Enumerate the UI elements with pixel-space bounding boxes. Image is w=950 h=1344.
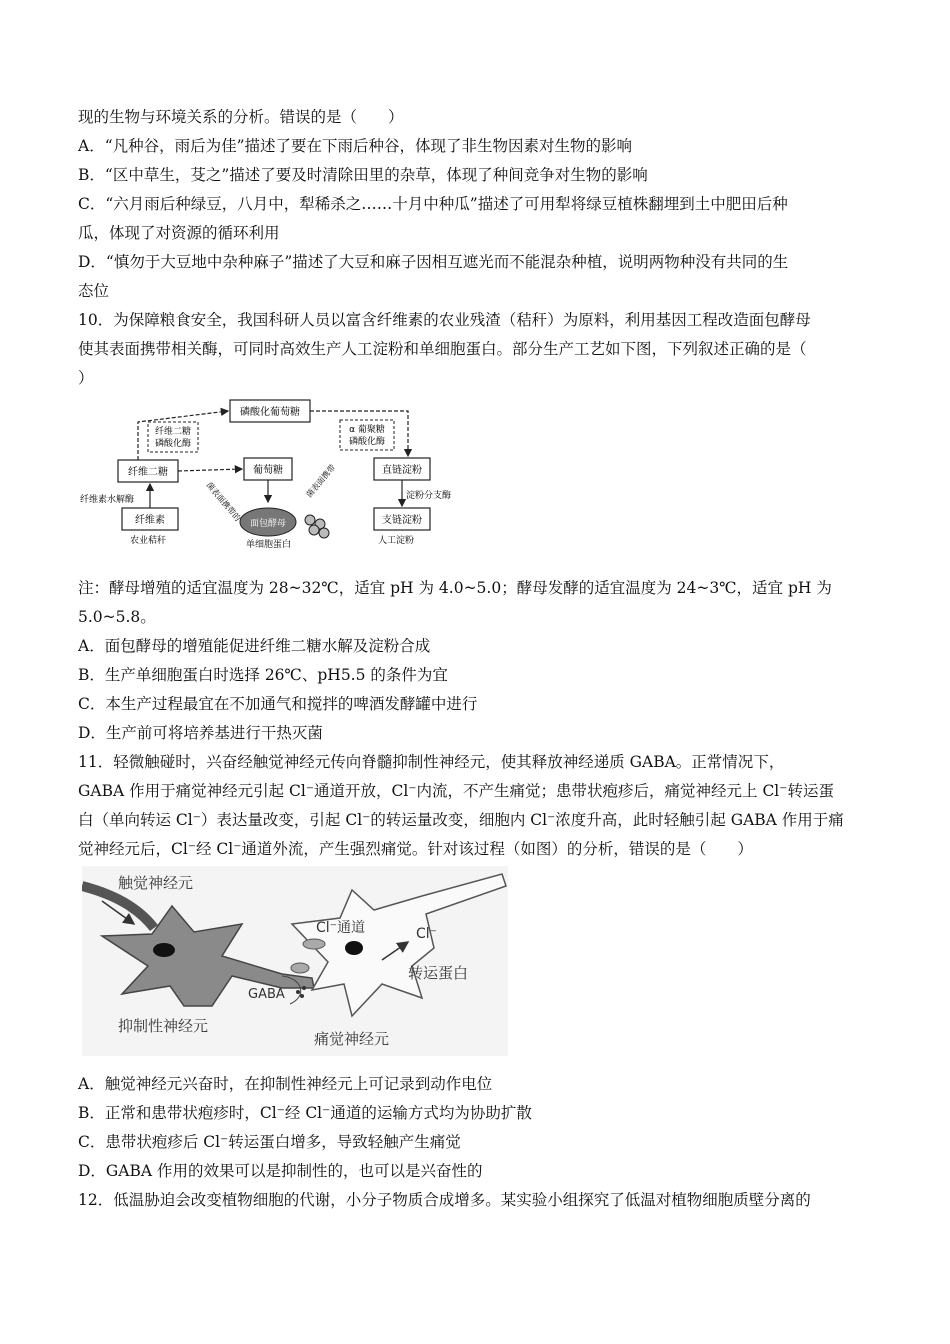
box-phospho-glucose (230, 400, 310, 422)
svg-text:磷酸化酶: 磷酸化酶 (154, 439, 192, 449)
q11-neuron-diagram (82, 866, 508, 1056)
q10-stem-3: ） (78, 369, 94, 387)
q9-option-c: C．“六月雨后种绿豆，八月中，犁稀杀之……十月中种瓜”描述了可用犁将绿豆植株翻埋到土中肥田后种 (78, 195, 788, 213)
q10-option-d: D．生产前可将培养基进行干热灭菌 (78, 724, 323, 742)
svg-text:面包酵母: 面包酵母 (249, 519, 287, 529)
q9-tail: 现的生物与环境关系的分析。错误的是（ ） (78, 108, 404, 126)
svg-text:纤维素: 纤维素 (135, 515, 165, 526)
q9-option-c-cont: 瓜，体现了对资源的循环利用 (78, 224, 280, 242)
enzyme-glucan-phosphorylase (340, 420, 394, 450)
label-gaba: GABA (248, 987, 285, 1002)
svg-text:磷酸化酶: 磷酸化酶 (348, 437, 386, 447)
label-scp: 单细胞蛋白 (246, 540, 292, 550)
label-transporter: 转运蛋白 (408, 964, 469, 982)
q11-stem-3: 白（单向转运 Cl⁻）表达量改变，引起 Cl⁻的转运量改变，细胞内 Cl⁻浓度升高，此时轻触引起 GABA 作用于痛 (78, 811, 844, 829)
label-straw: 农业秸秆 (130, 536, 167, 546)
q11-stem-4: 觉神经元后，Cl⁻经 Cl⁻通道外流，产生强烈痛觉。针对该过程（如图）的分析，错误的是（ ） (78, 840, 753, 858)
label-inhibitory-neuron: 抑制性神经元 (118, 1017, 209, 1035)
label-pain-neuron: 痛觉神经元 (314, 1030, 390, 1048)
label-cl-channel: Cl⁻通道 (316, 920, 366, 936)
svg-text:磷酸化葡萄糖: 磷酸化葡萄糖 (240, 407, 300, 418)
q10-note-1: 注：酵母增殖的适宜温度为 28~32℃，适宜 pH 为 4.0~5.0；酵母发酵的适宜温度为 24~3℃，适宜 pH 为 (78, 579, 832, 597)
q9-option-d: D．“慎勿于大豆地中杂种麻子”描述了大豆和麻子因相互遮光而不能混杂种植，说明两物种没有共同的生 (78, 253, 789, 271)
label-carry-2: 菌表面携带 (304, 462, 338, 500)
q11-stem-2: GABA 作用于痛觉神经元引起 Cl⁻通道开放，Cl⁻内流，不产生痛觉；患带状疱疹后，痛觉神经元上 Cl⁻转运蛋 (78, 782, 834, 800)
box-amylose (374, 458, 430, 480)
q10-stem-2: 使其表面携带相关酶，可同时高效生产人工淀粉和单细胞蛋白。部分生产工艺如下图，下列叙述正确的是（ (78, 340, 807, 358)
svg-text:纤维二糖: 纤维二糖 (154, 427, 192, 437)
box-amylopectin (374, 508, 430, 530)
box-cellulose (122, 508, 178, 530)
q9-option-b: B．“区中草生，芟之”描述了要及时清除田里的杂草，体现了种间竞争对生物的影响 (78, 166, 648, 184)
enzyme-cellobiose-phosphorylase (148, 422, 198, 452)
q10-option-b: B．生产单细胞蛋白时选择 26℃、pH5.5 的条件为宜 (78, 666, 448, 684)
q9-option-a: A．“凡种谷，雨后为佳”描述了要在下雨后种谷，体现了非生物因素对生物的影响 (78, 137, 633, 155)
q10-process-diagram (78, 390, 458, 550)
q11-option-c: C．患带状疱疹后 Cl⁻转运蛋白增多，导致轻触产生痛觉 (78, 1133, 461, 1151)
q10-option-a: A．面包酵母的增殖能促进纤维二糖水解及淀粉合成 (78, 637, 431, 655)
q11-option-d: D．GABA 作用的效果可以是抑制性的，也可以是兴奋性的 (78, 1162, 483, 1180)
q10-option-c: C．本生产过程最宜在不加通气和搅拌的啤酒发酵罐中进行 (78, 695, 478, 713)
svg-text:纤维二糖: 纤维二糖 (128, 467, 168, 478)
svg-text:α 葡聚糖: α 葡聚糖 (349, 425, 385, 435)
q10-stem-1: 10．为保障粮食安全，我国科研人员以富含纤维素的农业残渣（秸秆）为原料，利用基因工程改造面包酵母 (78, 311, 811, 329)
box-cellobiose (118, 460, 178, 482)
label-touch-neuron: 触觉神经元 (118, 874, 194, 892)
label-carry-1: 菌表面携带的 (204, 480, 243, 524)
q11-option-b: B．正常和患带状疱疹时，Cl⁻经 Cl⁻通道的运输方式均为协助扩散 (78, 1104, 532, 1122)
box-glucose (244, 458, 292, 480)
svg-text:直链淀粉: 直链淀粉 (382, 465, 422, 476)
q11-stem-1: 11．轻微触碰时，兴奋经触觉神经元传向脊髓抑制性神经元，使其释放神经递质 GABA。正常情况下， (78, 753, 785, 771)
label-cl-ion: Cl⁻ (416, 926, 438, 942)
label-branching-enzyme: 淀粉分支酶 (406, 491, 452, 501)
q11-option-a: A．触觉神经元兴奋时，在抑制性神经元上可记录到动作电位 (78, 1075, 493, 1093)
yeast-cell (240, 508, 329, 538)
q10-note-2: 5.0~5.8。 (78, 608, 156, 626)
q12-stem: 12．低温胁迫会改变植物细胞的代谢，小分子物质合成增多。某实验小组探究了低温对植物细胞质壁分离的 (78, 1191, 811, 1209)
label-cellulase: 纤维素水解酶 (80, 495, 135, 505)
svg-text:支链淀粉: 支链淀粉 (382, 515, 422, 526)
q9-option-d-cont: 态位 (78, 282, 110, 300)
label-artificial-starch: 人工淀粉 (378, 536, 415, 546)
svg-text:葡萄糖: 葡萄糖 (253, 465, 283, 476)
